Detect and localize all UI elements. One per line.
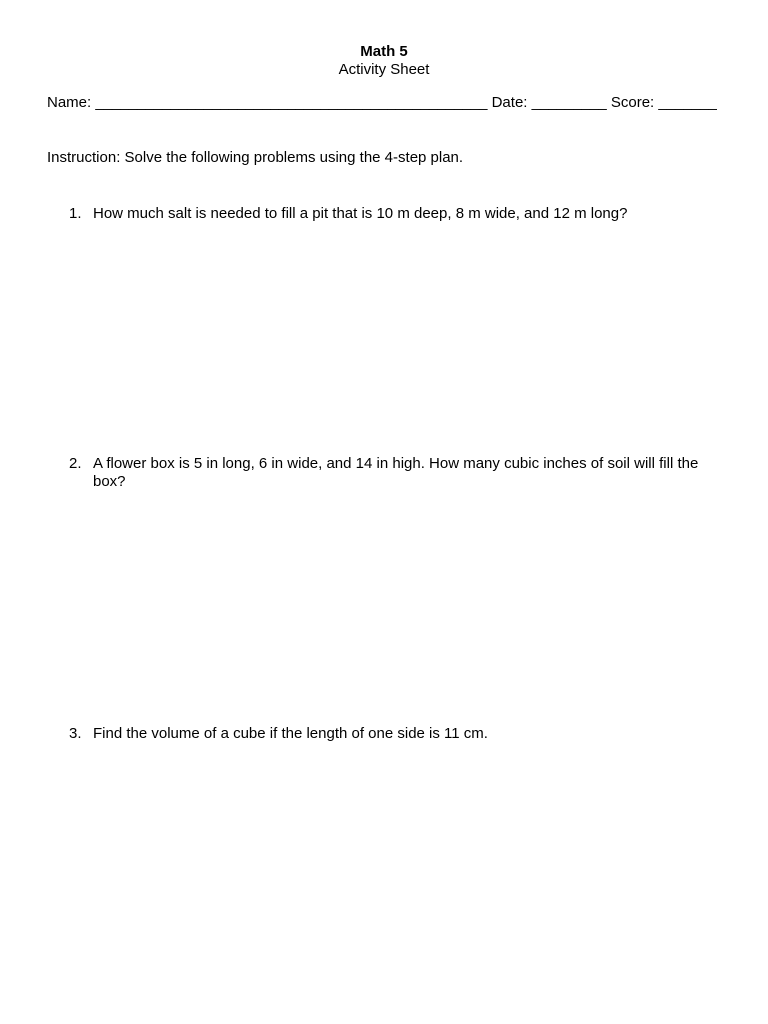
name-date-score-line: Name: _______________________________________________ Date: _________ Score: _______ — [47, 94, 717, 111]
problem-text: How much salt is needed to fill a pit that is 10 m deep, 8 m wide, and 12 m long? — [93, 205, 628, 222]
problem-1 — [69, 205, 729, 223]
sheet-title: Math 5 — [360, 43, 408, 60]
instruction-text: Instruction: Solve the following problems using the 4-step plan. — [47, 149, 464, 166]
problem-2 — [69, 455, 729, 491]
problem-number: 3. — [69, 725, 82, 742]
problem-number: 2. — [69, 455, 82, 472]
problem-3 — [69, 725, 729, 743]
problem-text: Find the volume of a cube if the length of one side is 11 cm. — [93, 725, 488, 742]
sheet-subtitle: Activity Sheet — [338, 61, 430, 78]
problem-number: 1. — [69, 205, 82, 222]
problem-text: A flower box is 5 in long, 6 in wide, and 14 in high. How many cubic inches of soil will fill the box? — [93, 455, 699, 490]
